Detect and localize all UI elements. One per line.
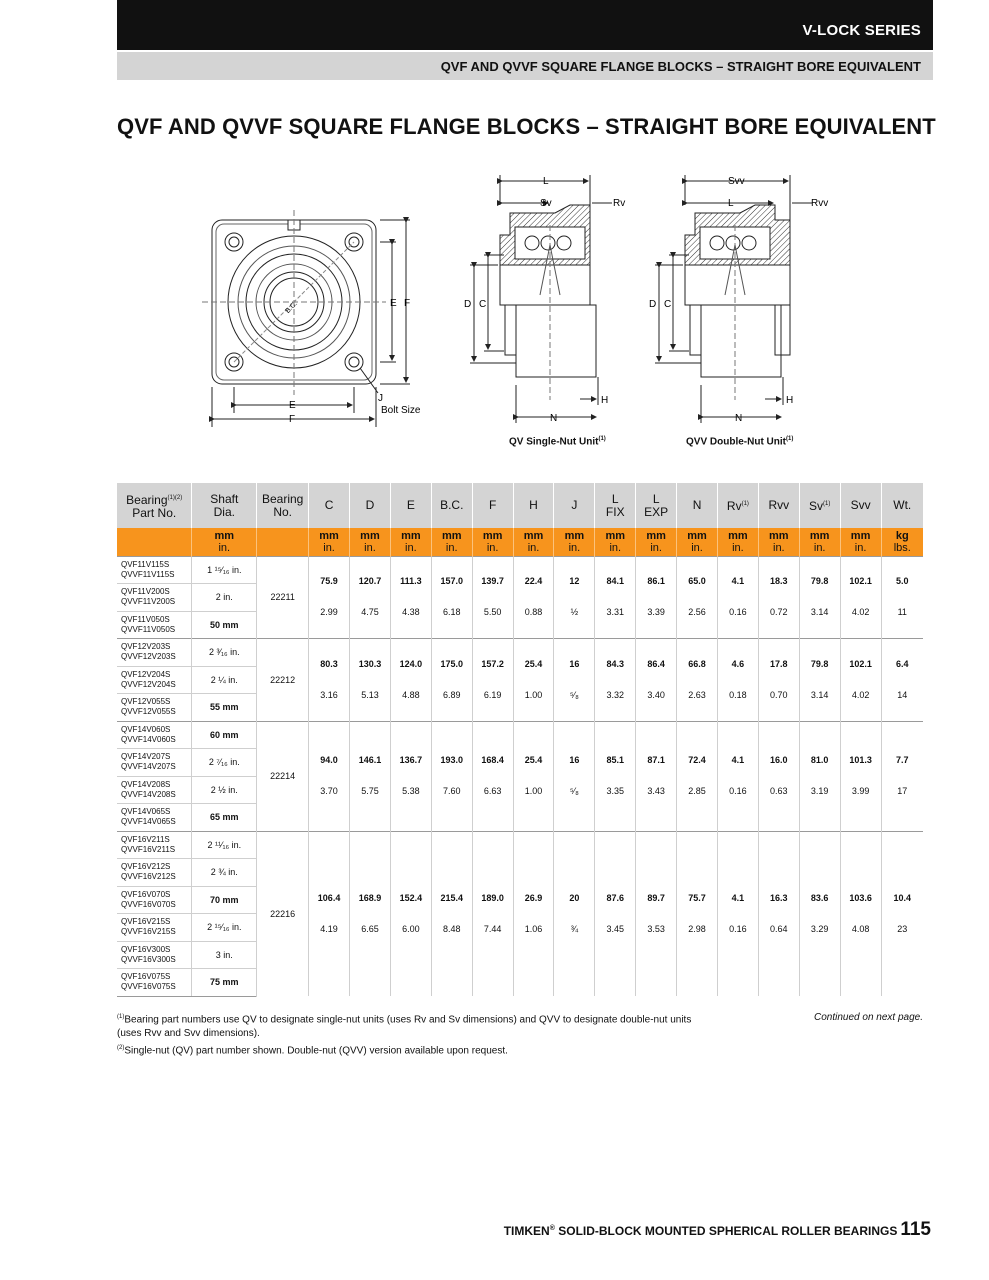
shaft-dia-cell: 2 ¹¹⁄₁₆ in. xyxy=(192,831,257,859)
shaft-dia-cell: 2 ½ in. xyxy=(192,776,257,804)
dimension-cell: 136.7 5.38 xyxy=(390,721,431,831)
shaft-dia-cell: 50 mm xyxy=(192,611,257,639)
footnote-1: $^{(1)}$Bearing part numbers use QV to designate single-nut units (uses Rv and Sv dimensions) and QVV to designate double-nut units (uses Rvv and Svv dimensions). xyxy=(117,1014,692,1040)
unit-header: mm in. xyxy=(636,528,677,556)
dimension-cell: 124.0 4.88 xyxy=(390,639,431,722)
part-number-cell: QVF14V060S QVVF14V060S xyxy=(117,721,192,749)
column-header: L EXP xyxy=(636,483,677,528)
shaft-dia-cell: 2 ³⁄₁₆ in. xyxy=(192,639,257,667)
section-label: QVF AND QVVF SQUARE FLANGE BLOCKS – STRAIGHT BORE EQUIVALENT xyxy=(440,59,921,74)
svg-text:C: C xyxy=(479,299,487,310)
svg-text:N: N xyxy=(735,413,743,424)
column-header: C xyxy=(309,483,350,528)
shaft-dia-cell: 65 mm xyxy=(192,804,257,832)
table-row xyxy=(117,721,923,749)
unit-header xyxy=(257,528,309,556)
column-header: E xyxy=(390,483,431,528)
footer-brand: TIMKEN® SOLID-BLOCK MOUNTED SPHERICAL ROLLER BEARINGS xyxy=(503,1224,898,1238)
dimension-cell: 106.4 4.19 xyxy=(309,831,350,996)
part-number-cell: QVF16V211S QVVF16V211S xyxy=(117,831,192,859)
unit-header: mm in. xyxy=(554,528,595,556)
dimension-cell: 16 ⁵⁄₈ xyxy=(554,721,595,831)
unit-header: mm in. xyxy=(192,528,257,556)
shaft-dia-cell: 2 ⁷⁄₁₆ in. xyxy=(192,749,257,777)
dimension-cell: 4.1 0.16 xyxy=(717,556,758,639)
unit-header: mm in. xyxy=(595,528,636,556)
column-header: Wt. xyxy=(881,483,923,528)
qvv-caption: QVV Double-Nut Unit$^{(1)}$ xyxy=(686,436,794,448)
svg-text:H: H xyxy=(601,395,609,406)
qvv-side-view xyxy=(655,175,812,423)
unit-header xyxy=(117,528,192,556)
dimension-cell: 175.0 6.89 xyxy=(431,639,472,722)
dimension-cell: 65.0 2.56 xyxy=(677,556,718,639)
continued-note: Continued on next page. xyxy=(814,1012,923,1023)
table-row xyxy=(117,556,923,584)
dimension-cell: 189.0 7.44 xyxy=(472,831,513,996)
shaft-dia-cell: 60 mm xyxy=(192,721,257,749)
dimension-cell: 22.4 0.88 xyxy=(513,556,554,639)
svg-text:H: H xyxy=(786,395,794,406)
dimension-cell: 7.7 17 xyxy=(881,721,923,831)
series-label: V-LOCK SERIES xyxy=(802,22,921,39)
part-number-cell: QVF11V200S QVVF11V200S xyxy=(117,584,192,612)
unit-header: mm in. xyxy=(350,528,391,556)
dimension-cell: 4.1 0.16 xyxy=(717,831,758,996)
unit-header: mm in. xyxy=(431,528,472,556)
dimension-cell: 87.6 3.45 xyxy=(595,831,636,996)
unit-header: mm in. xyxy=(513,528,554,556)
dimension-cell: 12 ½ xyxy=(554,556,595,639)
column-header: Bearing$^{(1)(2)}$ Part No. xyxy=(117,483,192,528)
dimension-cell: 146.1 5.75 xyxy=(350,721,391,831)
dimension-cell: 16.0 0.63 xyxy=(758,721,799,831)
column-header: J xyxy=(554,483,595,528)
dimension-cell: 139.7 5.50 xyxy=(472,556,513,639)
qv-side-view xyxy=(470,175,612,423)
table-row xyxy=(117,831,923,859)
svg-text:N: N xyxy=(550,413,558,424)
svg-text:Svv: Svv xyxy=(728,176,745,187)
dimension-cell: 79.8 3.14 xyxy=(799,556,840,639)
dimension-cell: 18.3 0.72 xyxy=(758,556,799,639)
unit-header: mm in. xyxy=(677,528,718,556)
part-number-cell: QVF12V055S QVVF12V055S xyxy=(117,694,192,722)
dimension-cell: 89.7 3.53 xyxy=(636,831,677,996)
shaft-dia-cell: 2 ¼ in. xyxy=(192,666,257,694)
svg-text:E: E xyxy=(390,298,397,309)
shaft-dia-cell: 2 ¾ in. xyxy=(192,859,257,887)
dimension-cell: 102.1 4.02 xyxy=(840,556,881,639)
unit-header: mm in. xyxy=(309,528,350,556)
unit-header: mm in. xyxy=(717,528,758,556)
dimension-cell: 80.3 3.16 xyxy=(309,639,350,722)
part-number-cell: QVF14V065S QVVF14V065S xyxy=(117,804,192,832)
part-number-cell: QVF11V115S QVVF11V115S xyxy=(117,556,192,584)
dimension-cell: 168.9 6.65 xyxy=(350,831,391,996)
dimension-cell: 157.0 6.18 xyxy=(431,556,472,639)
dimension-cell: 84.1 3.31 xyxy=(595,556,636,639)
svg-text:F: F xyxy=(289,414,296,425)
column-header: F xyxy=(472,483,513,528)
column-header: Sv$^{(1)}$ xyxy=(799,483,840,528)
dimension-cell: 6.4 14 xyxy=(881,639,923,722)
footnotes xyxy=(117,1010,707,1059)
dimension-cell: 101.3 3.99 xyxy=(840,721,881,831)
part-number-cell: QVF12V203S QVVF12V203S xyxy=(117,639,192,667)
shaft-dia-cell: 1 ¹⁵⁄₁₆ in. xyxy=(192,556,257,584)
dimension-cell: 157.2 6.19 xyxy=(472,639,513,722)
dimension-cell: 193.0 7.60 xyxy=(431,721,472,831)
dimension-cell: 5.0 11 xyxy=(881,556,923,639)
flange-block-drawings xyxy=(200,165,840,455)
dimension-cell: 66.8 2.63 xyxy=(677,639,718,722)
footnote-2: $^{(2)}$Single-nut (QV) part number shown. Double-nut (QVV) version available upon request. xyxy=(117,1045,508,1057)
dimension-cell: 168.4 6.63 xyxy=(472,721,513,831)
shaft-dia-cell: 55 mm xyxy=(192,694,257,722)
part-number-cell: QVF16V075S QVVF16V075S xyxy=(117,969,192,997)
dimension-cell: 94.0 3.70 xyxy=(309,721,350,831)
unit-header: kg lbs. xyxy=(881,528,923,556)
page-title: QVF AND QVVF SQUARE FLANGE BLOCKS – STRAIGHT BORE EQUIVALENT xyxy=(117,114,936,139)
svg-text:Rvv: Rvv xyxy=(811,198,829,209)
qv-caption: QV Single-Nut Unit$^{(1)}$ xyxy=(509,436,606,448)
dimension-cell: 83.6 3.29 xyxy=(799,831,840,996)
dimension-cell: 16 ⁵⁄₈ xyxy=(554,639,595,722)
unit-header: mm in. xyxy=(472,528,513,556)
shaft-dia-cell: 70 mm xyxy=(192,886,257,914)
dimension-cell: 130.3 5.13 xyxy=(350,639,391,722)
dimension-cell: 20 ¾ xyxy=(554,831,595,996)
dimension-cell: 79.8 3.14 xyxy=(799,639,840,722)
svg-text:L: L xyxy=(543,176,549,187)
dimension-cell: 81.0 3.19 xyxy=(799,721,840,831)
dimension-cell: 26.9 1.06 xyxy=(513,831,554,996)
svg-text:D: D xyxy=(464,299,472,310)
part-number-cell: QVF12V204S QVVF12V204S xyxy=(117,666,192,694)
dimension-cell: 72.4 2.85 xyxy=(677,721,718,831)
svg-text:C: C xyxy=(664,299,672,310)
dimension-cell: 86.1 3.39 xyxy=(636,556,677,639)
dimension-cell: 84.3 3.32 xyxy=(595,639,636,722)
dimension-cell: 16.3 0.64 xyxy=(758,831,799,996)
column-header: Rvv xyxy=(758,483,799,528)
bearing-number-cell: 22214 xyxy=(257,721,309,831)
column-header: Svv xyxy=(840,483,881,528)
technical-drawings xyxy=(200,165,840,455)
unit-header: mm in. xyxy=(390,528,431,556)
dimension-cell: 102.1 4.02 xyxy=(840,639,881,722)
column-header: Shaft Dia. xyxy=(192,483,257,528)
bearing-number-cell: 22216 xyxy=(257,831,309,996)
unit-header: mm in. xyxy=(840,528,881,556)
page-footer xyxy=(504,1219,931,1241)
dimension-cell: 75.7 2.98 xyxy=(677,831,718,996)
column-header: H xyxy=(513,483,554,528)
dimension-cell: 10.4 23 xyxy=(881,831,923,996)
specification-table xyxy=(117,483,923,997)
section-header-bar xyxy=(117,52,933,80)
part-number-cell: QVF16V215S QVVF16V215S xyxy=(117,914,192,942)
dimension-cell: 215.4 8.48 xyxy=(431,831,472,996)
svg-text:J: J xyxy=(378,393,383,404)
shaft-dia-cell: 2 in. xyxy=(192,584,257,612)
part-number-cell: QVF16V300S QVVF16V300S xyxy=(117,941,192,969)
bearing-number-cell: 22212 xyxy=(257,639,309,722)
dimension-cell: 4.1 0.16 xyxy=(717,721,758,831)
dimension-cell: 4.6 0.18 xyxy=(717,639,758,722)
table-units-row xyxy=(117,528,923,556)
svg-text:Sv: Sv xyxy=(540,198,552,209)
column-header: Bearing No. xyxy=(257,483,309,528)
unit-header: mm in. xyxy=(758,528,799,556)
bearing-number-cell: 22211 xyxy=(257,556,309,639)
dimension-cell: 25.4 1.00 xyxy=(513,639,554,722)
unit-header: mm in. xyxy=(799,528,840,556)
dimension-cell: 86.4 3.40 xyxy=(636,639,677,722)
column-header: Rv$^{(1)}$ xyxy=(717,483,758,528)
svg-text:E: E xyxy=(289,400,296,411)
shaft-dia-cell: 75 mm xyxy=(192,969,257,997)
svg-text:F: F xyxy=(404,298,411,309)
shaft-dia-cell: 2 ¹⁵⁄₁₆ in. xyxy=(192,914,257,942)
column-header: D xyxy=(350,483,391,528)
dimension-cell: 87.1 3.43 xyxy=(636,721,677,831)
part-number-cell: QVF11V050S QVVF11V050S xyxy=(117,611,192,639)
part-number-cell: QVF16V212S QVVF16V212S xyxy=(117,859,192,887)
shaft-dia-cell: 3 in. xyxy=(192,941,257,969)
dimension-cell: 85.1 3.35 xyxy=(595,721,636,831)
table-row xyxy=(117,639,923,667)
part-number-cell: QVF16V070S QVVF16V070S xyxy=(117,886,192,914)
dimension-cell: 120.7 4.75 xyxy=(350,556,391,639)
series-header-bar xyxy=(117,0,933,50)
svg-text:Rv: Rv xyxy=(613,198,626,209)
column-header: L FIX xyxy=(595,483,636,528)
table-header-row xyxy=(117,483,923,528)
dimension-cell: 103.6 4.08 xyxy=(840,831,881,996)
svg-text:Bolt Size: Bolt Size xyxy=(381,405,421,416)
dimension-cell: 25.4 1.00 xyxy=(513,721,554,831)
dimension-cell: 111.3 4.38 xyxy=(390,556,431,639)
svg-text:B.C.: B.C. xyxy=(284,300,300,315)
dimension-cell: 152.4 6.00 xyxy=(390,831,431,996)
column-header: B.C. xyxy=(431,483,472,528)
dimension-cell: 17.8 0.70 xyxy=(758,639,799,722)
dimension-cell: 75.9 2.99 xyxy=(309,556,350,639)
svg-text:D: D xyxy=(649,299,657,310)
column-header: N xyxy=(677,483,718,528)
part-number-cell: QVF14V207S QVVF14V207S xyxy=(117,749,192,777)
svg-text:L: L xyxy=(728,198,734,209)
page-number: 115 xyxy=(900,1219,931,1240)
part-number-cell: QVF14V208S QVVF14V208S xyxy=(117,776,192,804)
